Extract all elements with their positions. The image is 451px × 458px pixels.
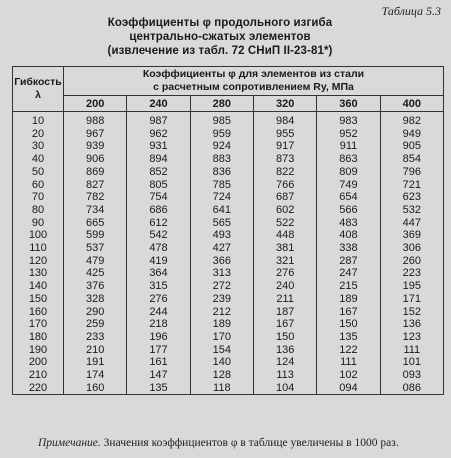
coefficient-cell: 196 bbox=[127, 331, 190, 344]
coefficients-table bbox=[12, 66, 444, 395]
coefficient-cell: 967 bbox=[64, 128, 127, 141]
table-row bbox=[13, 128, 444, 141]
coefficient-cell: 447 bbox=[380, 217, 443, 230]
flexibility-cell: 190 bbox=[13, 344, 64, 357]
coefficient-cell: 364 bbox=[127, 267, 190, 280]
flexibility-cell: 10 bbox=[13, 112, 64, 128]
coefficient-cell: 483 bbox=[317, 217, 380, 230]
coefficient-cell: 565 bbox=[190, 217, 253, 230]
coefficient-cell: 086 bbox=[380, 382, 443, 395]
coefficient-cell: 924 bbox=[190, 140, 253, 153]
coefficient-cell: 537 bbox=[64, 242, 127, 255]
flexibility-cell: 130 bbox=[13, 267, 64, 280]
coefficient-cell: 223 bbox=[380, 267, 443, 280]
flexibility-cell: 110 bbox=[13, 242, 64, 255]
coefficient-cell: 171 bbox=[380, 293, 443, 306]
flexibility-cell: 150 bbox=[13, 293, 64, 306]
table-row bbox=[13, 356, 444, 369]
coefficient-cell: 233 bbox=[64, 331, 127, 344]
coefficient-cell: 782 bbox=[64, 191, 127, 204]
coefficient-cell: 425 bbox=[64, 267, 127, 280]
coefficients-header bbox=[64, 67, 444, 96]
coefficient-cell: 827 bbox=[64, 179, 127, 192]
coefficient-cell: 240 bbox=[253, 280, 316, 293]
table-row bbox=[13, 280, 444, 293]
coefficient-cell: 873 bbox=[253, 153, 316, 166]
coefficient-cell: 290 bbox=[64, 306, 127, 319]
coefficient-cell: 408 bbox=[317, 229, 380, 242]
table-row bbox=[13, 242, 444, 255]
coefficient-cell: 982 bbox=[380, 112, 443, 128]
coefficient-cell: 167 bbox=[253, 318, 316, 331]
coefficient-cell: 532 bbox=[380, 204, 443, 217]
coefficient-cell: 260 bbox=[380, 255, 443, 268]
flexibility-cell: 200 bbox=[13, 356, 64, 369]
coefficient-cell: 602 bbox=[253, 204, 316, 217]
resistance-header: 200 bbox=[64, 96, 127, 112]
coefficient-cell: 448 bbox=[253, 229, 316, 242]
coefficient-cell: 136 bbox=[253, 344, 316, 357]
coefficient-cell: 612 bbox=[127, 217, 190, 230]
coefficient-cell: 170 bbox=[190, 331, 253, 344]
coefficient-cell: 952 bbox=[317, 128, 380, 141]
coefficient-cell: 135 bbox=[127, 382, 190, 395]
coefficient-cell: 785 bbox=[190, 179, 253, 192]
coefficient-cell: 809 bbox=[317, 166, 380, 179]
flexibility-header bbox=[13, 67, 64, 112]
coefficient-cell: 123 bbox=[380, 331, 443, 344]
lambda-symbol: λ bbox=[35, 89, 41, 101]
table-row bbox=[13, 293, 444, 306]
coefficient-cell: 376 bbox=[64, 280, 127, 293]
flexibility-cell: 160 bbox=[13, 306, 64, 319]
coefficient-cell: 988 bbox=[64, 112, 127, 128]
coefficient-cell: 177 bbox=[127, 344, 190, 357]
table-row bbox=[13, 153, 444, 166]
coefficients-header-line: с расчетным сопротивлением Rу, МПа bbox=[153, 81, 354, 93]
coefficient-cell: 955 bbox=[253, 128, 316, 141]
coefficient-cell: 749 bbox=[317, 179, 380, 192]
coefficient-cell: 369 bbox=[380, 229, 443, 242]
coefficient-cell: 959 bbox=[190, 128, 253, 141]
resistance-header: 400 bbox=[380, 96, 443, 112]
coefficient-cell: 419 bbox=[127, 255, 190, 268]
table-row bbox=[13, 166, 444, 179]
coefficient-cell: 215 bbox=[317, 280, 380, 293]
resistance-header: 360 bbox=[317, 96, 380, 112]
coefficient-cell: 687 bbox=[253, 191, 316, 204]
flexibility-cell: 50 bbox=[13, 166, 64, 179]
coefficient-cell: 111 bbox=[317, 356, 380, 369]
coefficient-cell: 247 bbox=[317, 267, 380, 280]
flexibility-cell: 210 bbox=[13, 369, 64, 382]
coefficient-cell: 210 bbox=[64, 344, 127, 357]
flexibility-cell: 120 bbox=[13, 255, 64, 268]
coefficient-cell: 863 bbox=[317, 153, 380, 166]
coefficient-cell: 366 bbox=[190, 255, 253, 268]
coefficient-cell: 272 bbox=[190, 280, 253, 293]
coefficient-cell: 328 bbox=[64, 293, 127, 306]
table-row bbox=[13, 267, 444, 280]
coefficient-cell: 102 bbox=[317, 369, 380, 382]
coefficient-cell: 939 bbox=[64, 140, 127, 153]
coefficient-cell: 276 bbox=[127, 293, 190, 306]
flexibility-cell: 100 bbox=[13, 229, 64, 242]
table-row bbox=[13, 331, 444, 344]
coefficient-cell: 259 bbox=[64, 318, 127, 331]
coefficient-cell: 104 bbox=[253, 382, 316, 395]
coefficient-cell: 136 bbox=[380, 318, 443, 331]
coefficient-cell: 869 bbox=[64, 166, 127, 179]
coefficient-cell: 211 bbox=[253, 293, 316, 306]
coefficient-cell: 911 bbox=[317, 140, 380, 153]
flexibility-cell: 140 bbox=[13, 280, 64, 293]
coefficient-cell: 478 bbox=[127, 242, 190, 255]
coefficient-cell: 154 bbox=[190, 344, 253, 357]
coefficient-cell: 287 bbox=[317, 255, 380, 268]
coefficient-cell: 641 bbox=[190, 204, 253, 217]
table-row bbox=[13, 344, 444, 357]
table-row bbox=[13, 140, 444, 153]
resistance-header: 280 bbox=[190, 96, 253, 112]
coefficient-cell: 734 bbox=[64, 204, 127, 217]
coefficient-cell: 321 bbox=[253, 255, 316, 268]
flexibility-cell: 220 bbox=[13, 382, 64, 395]
table-number: Таблица 5.3 bbox=[381, 4, 441, 18]
table-row bbox=[13, 306, 444, 319]
flexibility-cell: 40 bbox=[13, 153, 64, 166]
flexibility-cell: 90 bbox=[13, 217, 64, 230]
coefficients-header-line: Коэффициенты φ для элементов из стали bbox=[142, 68, 365, 80]
coefficient-cell: 147 bbox=[127, 369, 190, 382]
table-row bbox=[13, 217, 444, 230]
coefficient-cell: 566 bbox=[317, 204, 380, 217]
coefficient-cell: 905 bbox=[380, 140, 443, 153]
flexibility-cell: 70 bbox=[13, 191, 64, 204]
coefficient-cell: 906 bbox=[64, 153, 127, 166]
coefficient-cell: 195 bbox=[380, 280, 443, 293]
table-title bbox=[30, 16, 410, 58]
coefficient-cell: 174 bbox=[64, 369, 127, 382]
coefficient-cell: 338 bbox=[317, 242, 380, 255]
coefficient-cell: 654 bbox=[317, 191, 380, 204]
table-body bbox=[13, 112, 444, 395]
flexibility-cell: 60 bbox=[13, 179, 64, 192]
coefficient-cell: 111 bbox=[380, 344, 443, 357]
coefficient-cell: 427 bbox=[190, 242, 253, 255]
coefficient-cell: 931 bbox=[127, 140, 190, 153]
note-label: Примечание. bbox=[38, 437, 101, 449]
coefficient-cell: 140 bbox=[190, 356, 253, 369]
flexibility-cell: 180 bbox=[13, 331, 64, 344]
table-note bbox=[38, 437, 399, 449]
coefficient-cell: 306 bbox=[380, 242, 443, 255]
table-row bbox=[13, 318, 444, 331]
coefficient-cell: 128 bbox=[190, 369, 253, 382]
coefficient-cell: 686 bbox=[127, 204, 190, 217]
coefficient-cell: 150 bbox=[253, 331, 316, 344]
flexibility-cell: 20 bbox=[13, 128, 64, 141]
coefficient-cell: 167 bbox=[317, 306, 380, 319]
coefficient-cell: 623 bbox=[380, 191, 443, 204]
title-line: Коэффициенты φ продольного изгиба bbox=[107, 17, 333, 29]
coefficient-cell: 542 bbox=[127, 229, 190, 242]
table-row bbox=[13, 191, 444, 204]
coefficient-cell: 218 bbox=[127, 318, 190, 331]
coefficient-cell: 124 bbox=[253, 356, 316, 369]
coefficient-cell: 093 bbox=[380, 369, 443, 382]
resistance-header: 240 bbox=[127, 96, 190, 112]
coefficient-cell: 754 bbox=[127, 191, 190, 204]
coefficient-cell: 152 bbox=[380, 306, 443, 319]
flexibility-cell: 30 bbox=[13, 140, 64, 153]
coefficient-cell: 101 bbox=[380, 356, 443, 369]
coefficient-cell: 665 bbox=[64, 217, 127, 230]
coefficient-cell: 150 bbox=[317, 318, 380, 331]
coefficient-cell: 949 bbox=[380, 128, 443, 141]
title-line: центрально-сжатых элементов bbox=[129, 31, 311, 43]
coefficient-cell: 599 bbox=[64, 229, 127, 242]
coefficient-cell: 983 bbox=[317, 112, 380, 128]
coefficient-cell: 985 bbox=[190, 112, 253, 128]
coefficient-cell: 189 bbox=[317, 293, 380, 306]
table-row bbox=[13, 204, 444, 217]
coefficient-cell: 883 bbox=[190, 153, 253, 166]
coefficient-cell: 189 bbox=[190, 318, 253, 331]
coefficient-cell: 493 bbox=[190, 229, 253, 242]
coefficient-cell: 852 bbox=[127, 166, 190, 179]
coefficient-cell: 522 bbox=[253, 217, 316, 230]
table-row bbox=[13, 255, 444, 268]
coefficient-cell: 984 bbox=[253, 112, 316, 128]
table-row bbox=[13, 229, 444, 242]
coefficient-cell: 962 bbox=[127, 128, 190, 141]
coefficient-cell: 122 bbox=[317, 344, 380, 357]
coefficient-cell: 161 bbox=[127, 356, 190, 369]
coefficient-cell: 313 bbox=[190, 267, 253, 280]
coefficient-cell: 160 bbox=[64, 382, 127, 395]
coefficient-cell: 987 bbox=[127, 112, 190, 128]
table-row bbox=[13, 369, 444, 382]
coefficient-cell: 276 bbox=[253, 267, 316, 280]
coefficient-cell: 135 bbox=[317, 331, 380, 344]
coefficient-cell: 244 bbox=[127, 306, 190, 319]
flexibility-cell: 80 bbox=[13, 204, 64, 217]
coefficient-cell: 724 bbox=[190, 191, 253, 204]
flexibility-label: Гибкость bbox=[14, 76, 62, 88]
coefficient-cell: 836 bbox=[190, 166, 253, 179]
table-row bbox=[13, 179, 444, 192]
coefficient-cell: 187 bbox=[253, 306, 316, 319]
coefficient-cell: 315 bbox=[127, 280, 190, 293]
coefficient-cell: 479 bbox=[64, 255, 127, 268]
title-line: (извлечение из табл. 72 СНиП II-23-81*) bbox=[107, 45, 333, 57]
coefficient-cell: 822 bbox=[253, 166, 316, 179]
table-row bbox=[13, 382, 444, 395]
coefficient-cell: 894 bbox=[127, 153, 190, 166]
coefficient-cell: 796 bbox=[380, 166, 443, 179]
coefficient-cell: 118 bbox=[190, 382, 253, 395]
coefficient-cell: 381 bbox=[253, 242, 316, 255]
coefficient-cell: 113 bbox=[253, 369, 316, 382]
flexibility-cell: 170 bbox=[13, 318, 64, 331]
coefficient-cell: 094 bbox=[317, 382, 380, 395]
coefficient-cell: 212 bbox=[190, 306, 253, 319]
resistance-header: 320 bbox=[253, 96, 316, 112]
coefficient-cell: 191 bbox=[64, 356, 127, 369]
coefficient-cell: 805 bbox=[127, 179, 190, 192]
note-text: Значения коэффициентов φ в таблице увеличены в 1000 раз. bbox=[100, 437, 399, 449]
coefficient-cell: 239 bbox=[190, 293, 253, 306]
table-row bbox=[13, 112, 444, 128]
coefficient-cell: 917 bbox=[253, 140, 316, 153]
coefficient-cell: 854 bbox=[380, 153, 443, 166]
coefficient-cell: 721 bbox=[380, 179, 443, 192]
coefficient-cell: 766 bbox=[253, 179, 316, 192]
